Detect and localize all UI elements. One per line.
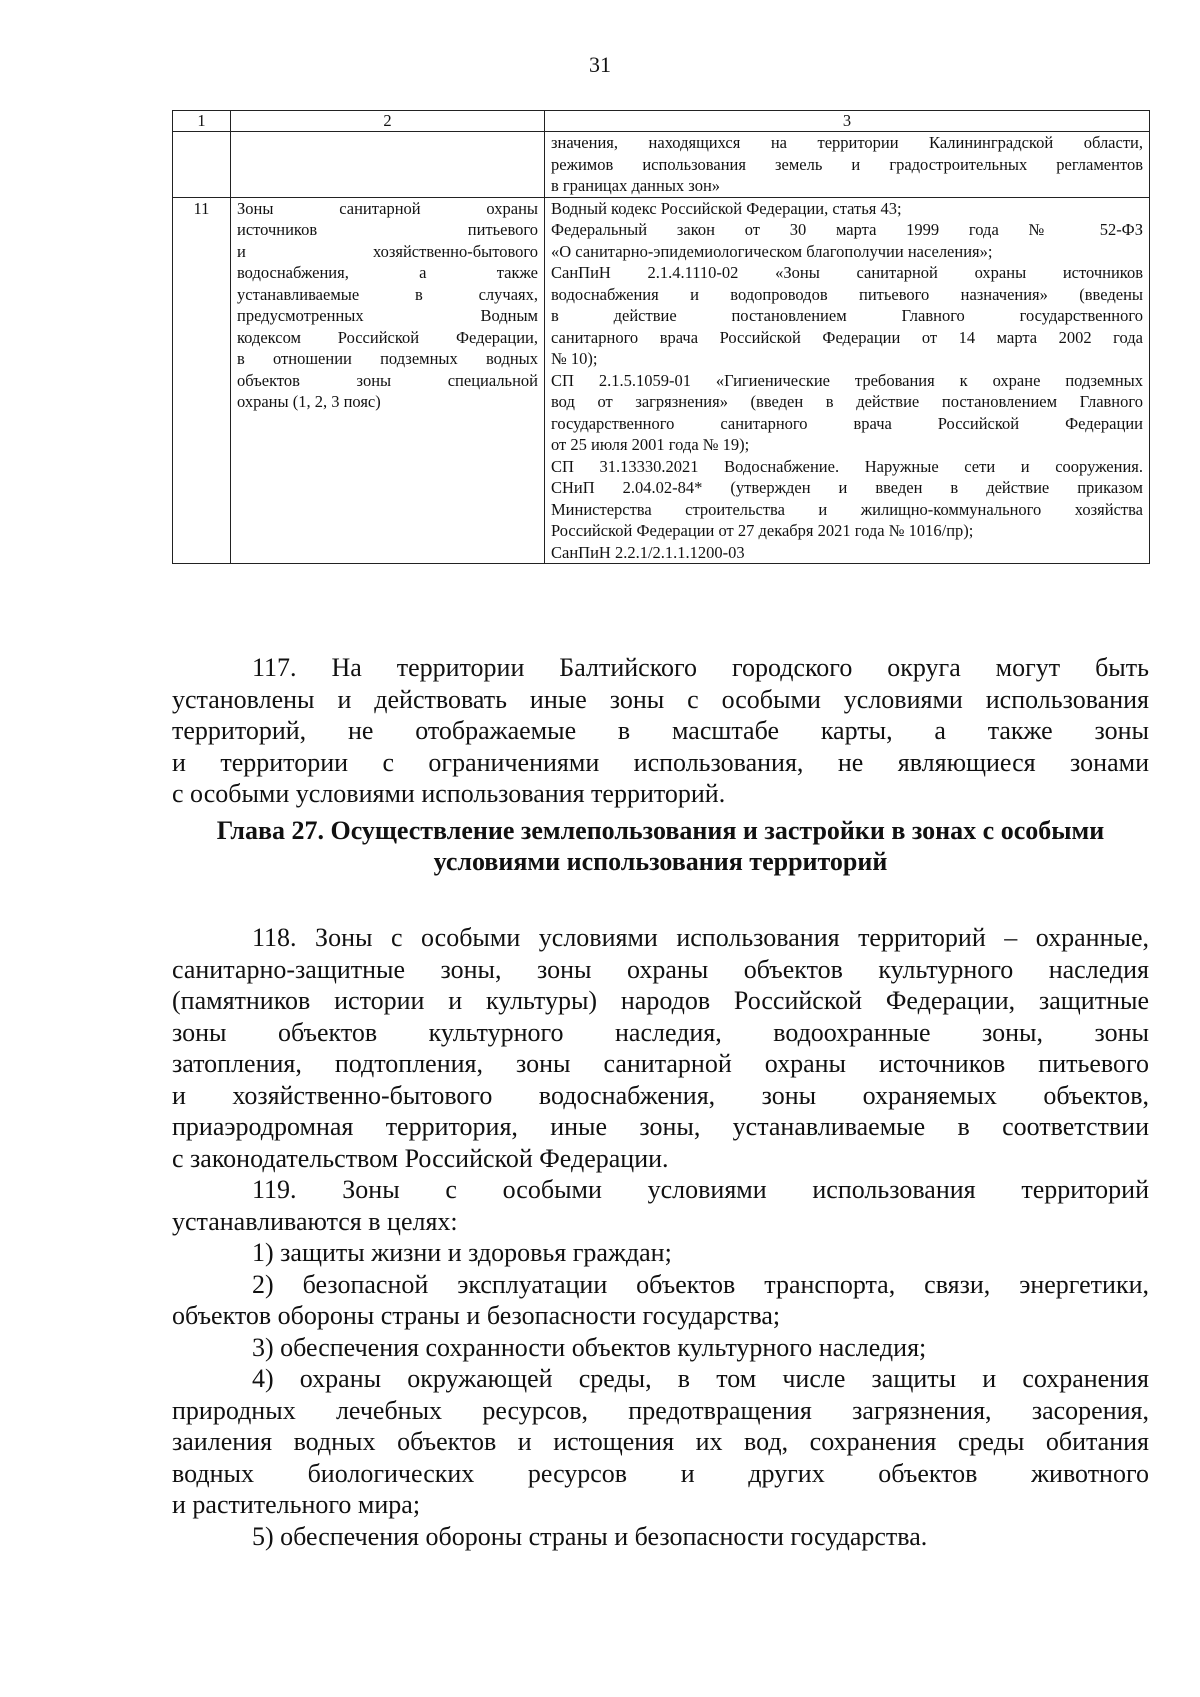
cell-line: водоснабжения, а также — [237, 263, 538, 282]
list-item-2-cont: объектов обороны страны и безопасности государства; — [172, 1301, 781, 1330]
zone-name-cell — [231, 197, 545, 564]
text-line: установлены и действовать иные зоны с особыми условиями использования — [172, 684, 1149, 714]
list-item-1: 1) защиты жизни и здоровья граждан; — [252, 1238, 672, 1267]
page-number: 31 — [589, 52, 611, 77]
cell-line: Федеральный закон от 30 марта 1999 года № 52-ФЗ — [551, 220, 1143, 239]
cell-line: водоснабжения и водопроводов питьевого назначения» (введены — [551, 284, 1143, 304]
chapter-title — [172, 815, 1149, 877]
cell-line: объектов зоны специальной — [237, 370, 538, 390]
text-line: и хозяйственно-бытового водоснабжения, зоны охраняемых объектов, — [172, 1080, 1149, 1110]
legal-basis-cell — [545, 132, 1150, 198]
table-row — [173, 197, 1150, 564]
list-item-4-cont: природных лечебных ресурсов, предотвращения загрязнения, засорения, — [172, 1395, 1149, 1425]
text-line: затопления, подтопления, зоны санитарной охраны источников питьевого — [172, 1049, 1149, 1078]
cell-line: СП 31.13330.2021 Водоснабжение. Наружные сети и сооружения. — [551, 456, 1143, 476]
list-item-4: 4) охраны окружающей среды, в том числе защиты и сохранения — [252, 1364, 1149, 1393]
paragraph-118 — [172, 922, 1149, 1174]
list-item-4-cont: и растительного мира; — [172, 1490, 421, 1519]
cell-line: режимов использования земель и градостроительных регламентов — [551, 154, 1143, 174]
text-line: 118. Зоны с особыми условиями использования территорий – охранные, — [252, 923, 1149, 952]
cell-line: «О санитарно-эпидемиологическом благополучии населения»; — [551, 241, 993, 261]
table-row — [173, 132, 1150, 198]
text-line: санитарно-защитные зоны, зоны охраны объектов культурного наследия — [172, 954, 1149, 984]
row-number — [173, 132, 231, 198]
cell-line: предусмотренных Водным — [237, 306, 538, 325]
cell-line: Российской Федерации от 27 декабря 2021 года № 1016/пр); — [551, 521, 974, 540]
cell-line: СНиП 2.04.02-84* (утвержден и введен в действие приказом — [551, 478, 1143, 497]
cell-line: санитарного врача Российской Федерации от 14 марта 2002 года — [551, 327, 1143, 347]
cell-line: в границах данных зон» — [551, 176, 721, 195]
cell-line: источников питьевого — [237, 220, 538, 239]
cell-line: в отношении подземных водных — [237, 349, 538, 368]
chapter-title-line: условиями использования территорий — [433, 847, 888, 876]
cell-line: от 25 июля 2001 года № 19); — [551, 435, 750, 454]
list-item-5: 5) обеспечения обороны страны и безопасности государства. — [252, 1521, 928, 1551]
text-line: территорий, не отображаемые в масштабе карты, а также зоны — [172, 716, 1149, 745]
header-col-1: 1 — [173, 111, 231, 132]
text-line: устанавливаются в целях: — [172, 1206, 458, 1236]
cell-line: и хозяйственно-бытового — [237, 241, 538, 261]
cell-line: СанПиН 2.2.1/2.1.1.1200-03 — [551, 542, 745, 562]
cell-line: Водный кодекс Российской Федерации, статья 43; — [551, 198, 902, 218]
list-item-4-cont: заиления водных объектов и истощения их вод, сохранения среды обитания — [172, 1427, 1149, 1456]
cell-line: СанПиН 2.1.4.1110-02 «Зоны санитарной охраны источников — [551, 263, 1143, 282]
cell-line: в действие постановлением Главного государственного — [551, 306, 1143, 325]
table-header-row — [173, 111, 1150, 132]
text-line: зоны объектов культурного наследия, водоохранные зоны, зоны — [172, 1017, 1149, 1047]
cell-line: Министерства строительства и жилищно-коммунального хозяйства — [551, 499, 1143, 519]
text-line: 119. Зоны с особыми условиями использования территорий — [252, 1175, 1149, 1204]
text-line: (памятников истории и культуры) народов Российской Федерации, защитные — [172, 986, 1149, 1015]
cell-line: № 10); — [551, 349, 598, 368]
paragraph-119 — [172, 1174, 1149, 1552]
text-line: 117. На территории Балтийского городского округа могут быть — [252, 653, 1149, 682]
chapter-title-line: Глава 27. Осуществление землепользования и застройки в зонах с особыми — [216, 816, 1105, 845]
text-line: с законодательством Российской Федерации. — [172, 1143, 669, 1173]
legal-basis-cell — [545, 197, 1150, 564]
paragraph-117 — [172, 652, 1149, 810]
cell-line: устанавливаемые в случаях, — [237, 284, 538, 304]
list-item-2: 2) безопасной эксплуатации объектов транспорта, связи, энергетики, — [252, 1269, 1149, 1299]
header-col-2: 2 — [231, 111, 545, 132]
cell-line: СП 2.1.5.1059-01 «Гигиенические требования к охране подземных — [551, 370, 1143, 390]
header-col-3: 3 — [545, 111, 1150, 132]
cell-line: государственного санитарного врача Российской Федерации — [551, 413, 1143, 433]
text-line: с особыми условиями использования территорий. — [172, 779, 726, 808]
zone-name-cell — [231, 132, 545, 198]
list-item-4-cont: водных биологических ресурсов и других объектов животного — [172, 1458, 1149, 1488]
cell-line: кодексом Российской Федерации, — [237, 327, 538, 347]
row-number: 11 — [173, 197, 231, 564]
cell-line: значения, находящихся на территории Калининградской области, — [551, 133, 1143, 152]
list-item-3: 3) обеспечения сохранности объектов культурного наследия; — [252, 1332, 927, 1362]
cell-line: вод от загрязнения» (введен в действие постановлением Главного — [551, 392, 1143, 411]
text-line: и территории с ограничениями использования, не являющиеся зонами — [172, 747, 1149, 777]
text-line: приаэродромная территория, иные зоны, устанавливаемые в соответствии — [172, 1112, 1149, 1141]
cell-line: Зоны санитарной охраны — [237, 198, 538, 218]
cell-line: охраны (1, 2, 3 пояс) — [237, 392, 381, 411]
zones-table — [172, 110, 1150, 564]
